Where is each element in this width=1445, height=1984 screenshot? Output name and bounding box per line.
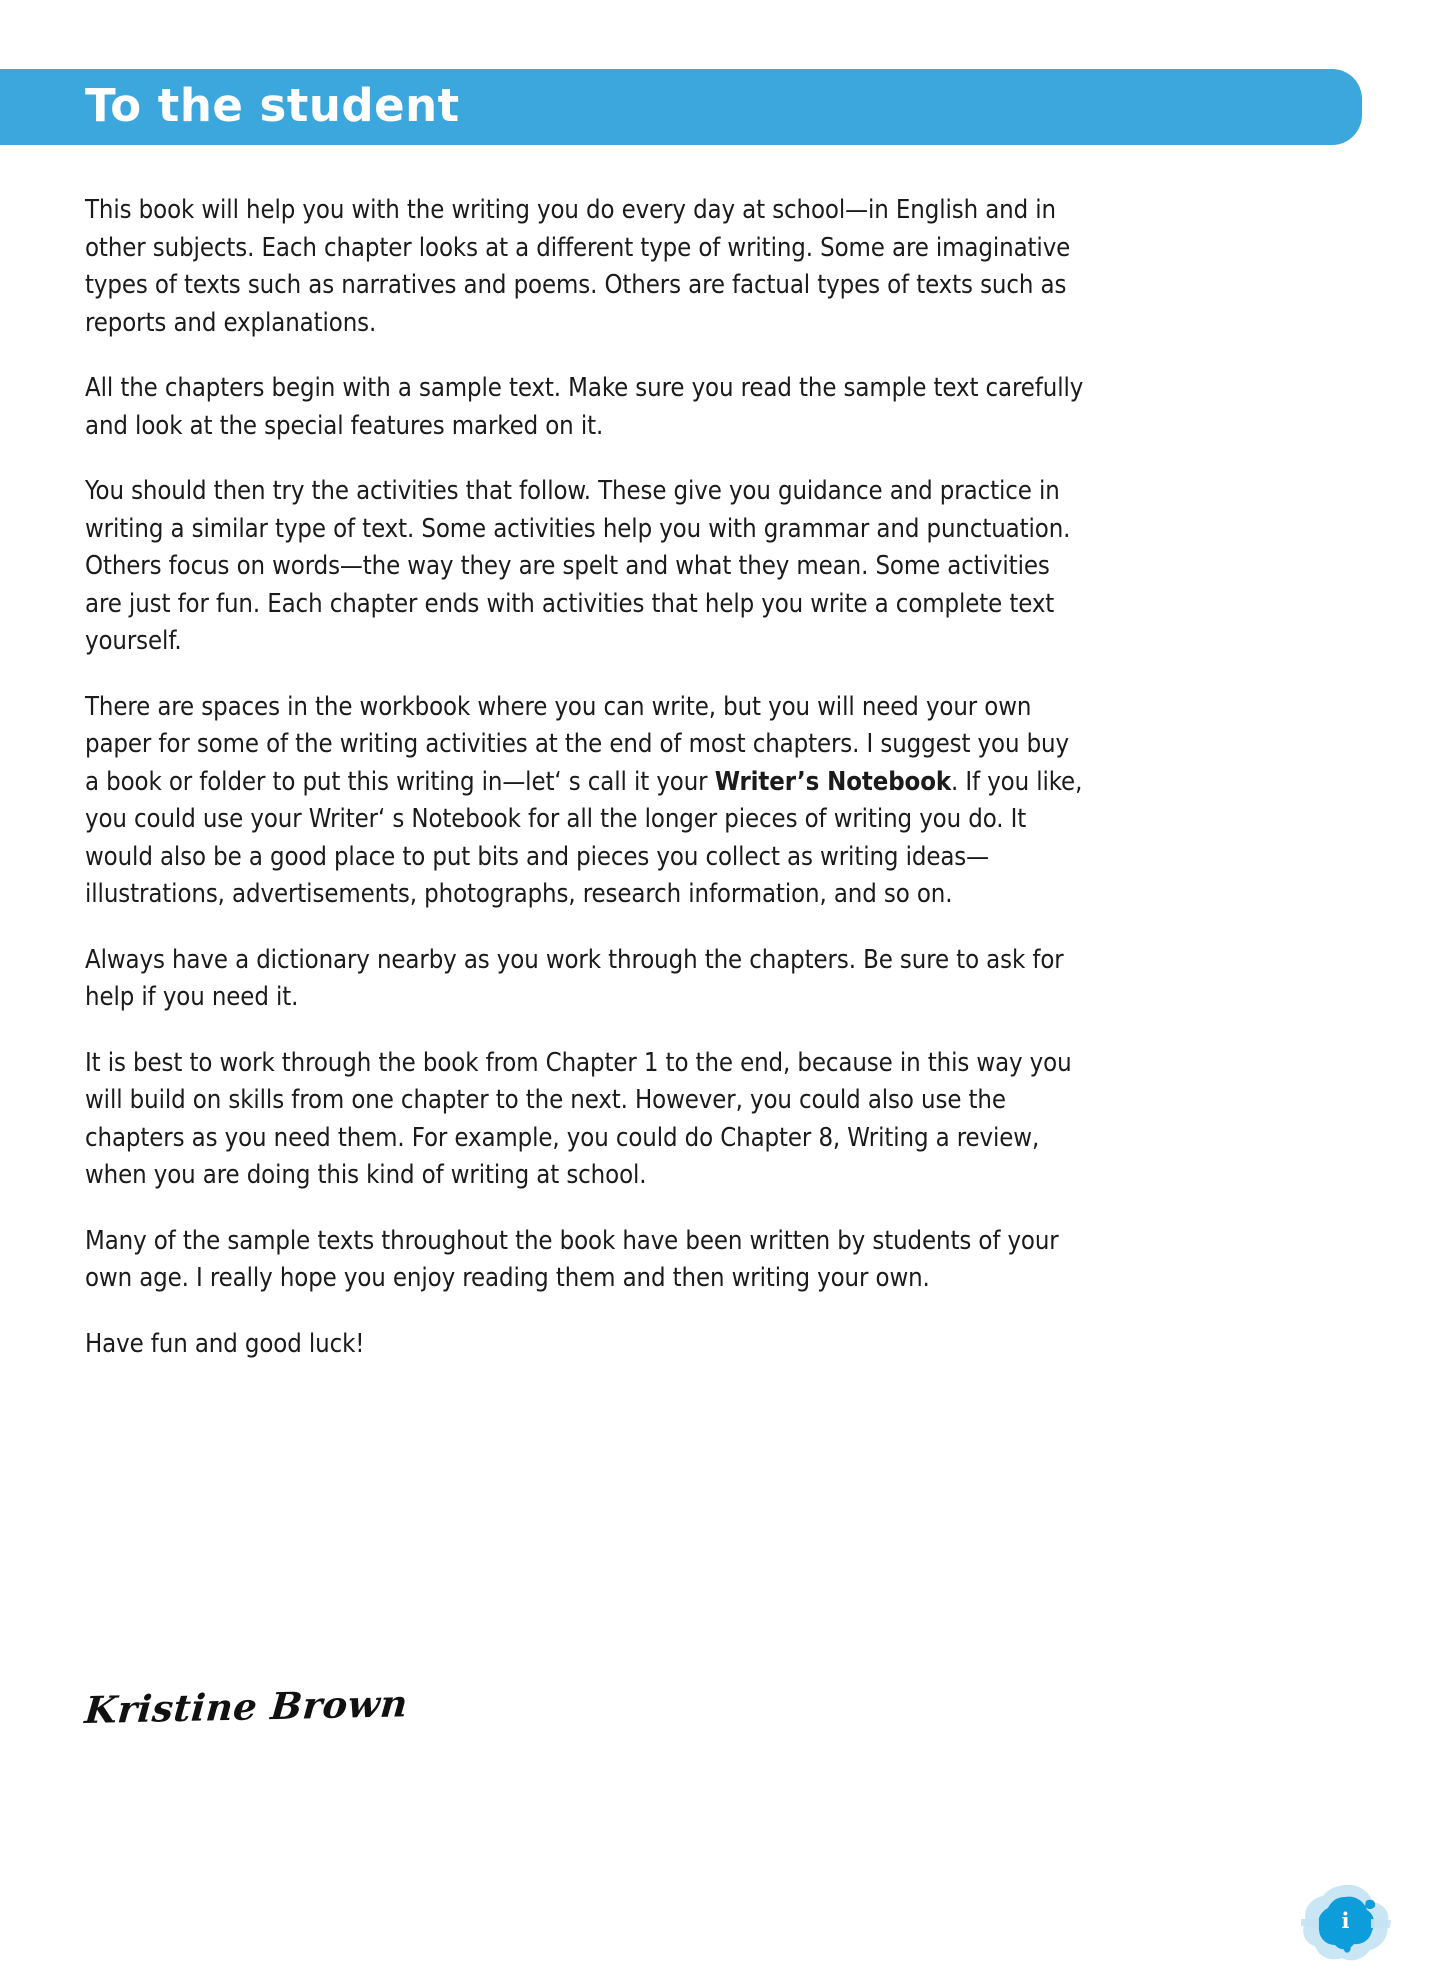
paragraph-segment-text: . If you like, you could use your Writer‘ s Notebook for all the longer pieces of writing you do. It would also be a good place to put bits and pieces you collect as writing ideas—illustrations, advertisements, photographs, research information, and so on.: [85, 766, 1083, 909]
paragraph-sample-texts: All the chapters begin with a sample text. Make sure you read the sample text carefully and look at the special features marked on it.: [85, 373, 1084, 441]
paragraph-order-of-work: It is best to work through the book from Chapter 1 to the end, because in this way you will build on skills from one chapter to the next. However, you could also use the chapters as you need them. For example, you could do Chapter 8, Writing a review, when you are doing this kind of writing at school.: [85, 1047, 1072, 1190]
section-header-banner: [0, 69, 1362, 145]
page-number: i: [1341, 1907, 1350, 1933]
paragraph-dictionary: Always have a dictionary nearby as you work through the chapters. Be sure to ask for help if you need it.: [85, 944, 1064, 1012]
paragraph-activities: You should then try the activities that follow. These give you guidance and practice in writing a similar type of text. Some activities help you with grammar and punctuation. Others focus on words—the way they are spelt and what they mean. Some activities are just for fun. Each chapter ends with activities that help you write a complete text yourself.: [85, 476, 1071, 656]
paragraph-student-samples: Many of the sample texts throughout the book have been written by students of your own age. I really hope you enjoy reading them and then writing your own.: [85, 1225, 1059, 1293]
paragraph-sign-off: Have fun and good luck!: [85, 1328, 365, 1359]
body-content: [85, 192, 1085, 1363]
page-title: To the student: [85, 78, 460, 132]
paragraph-writers-notebook: [85, 689, 1085, 914]
paragraph-intro: This book will help you with the writing you do every day at school—in English and in other subjects. Each chapter looks at a different type of writing. Some are imaginative types of texts such as narratives and poems. Others are factual types of texts such as reports and explanations.: [85, 195, 1071, 338]
page-number-badge: [1297, 1873, 1393, 1969]
paragraph-segment-text: There are spaces in the workbook where you can write, but you will need your own paper for some of the writing activities at the end of most chapters. I suggest you buy a book or folder to put this writing in—let‘ s call it your: [85, 691, 1069, 797]
writers-notebook-emphasis: Writer’s Notebook: [714, 766, 952, 797]
author-signature: Kristine Brown: [83, 1681, 410, 1732]
